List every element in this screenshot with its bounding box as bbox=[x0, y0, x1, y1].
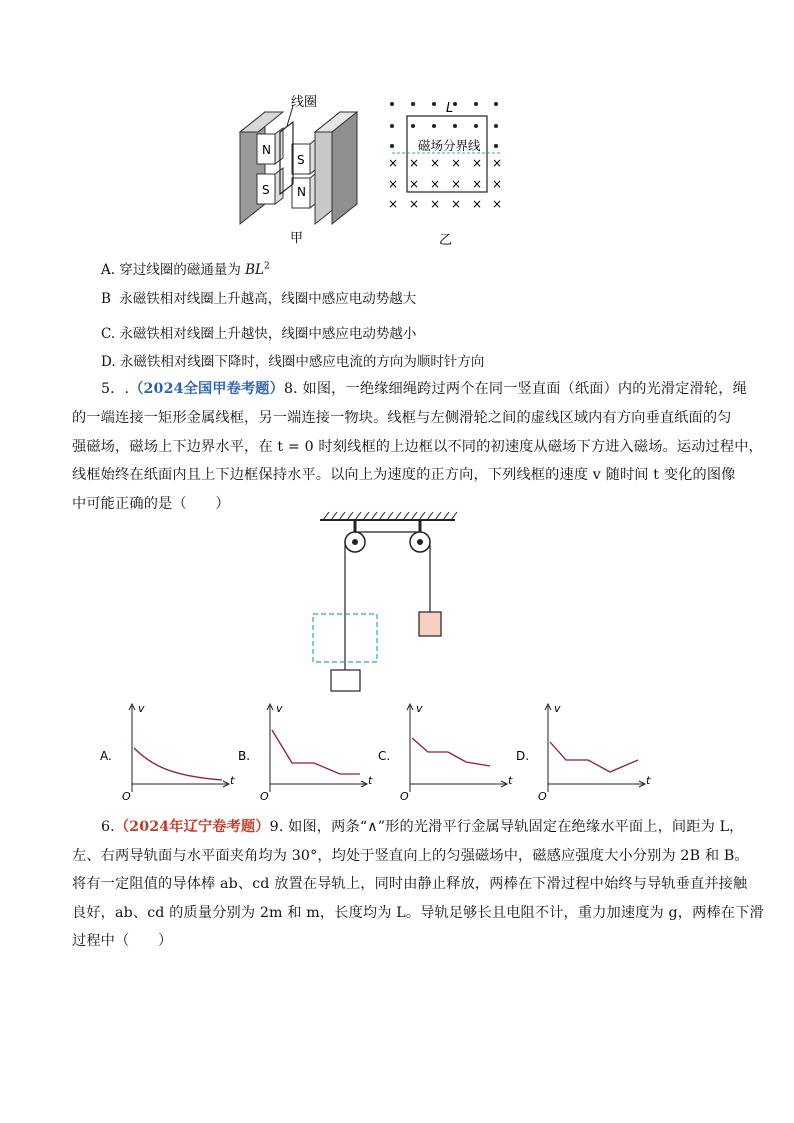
t-label: t bbox=[508, 774, 513, 787]
field-cross: × bbox=[388, 177, 399, 191]
field-cross: × bbox=[451, 156, 462, 170]
field-cross: × bbox=[409, 197, 420, 211]
hatch-line bbox=[395, 512, 401, 520]
vt-curve bbox=[134, 748, 222, 780]
hatch-line bbox=[323, 512, 329, 520]
hatch-line bbox=[443, 512, 449, 520]
vt-graph-b[interactable] bbox=[238, 702, 373, 803]
field-dot bbox=[390, 102, 394, 106]
coil-label: 线圈 bbox=[291, 95, 318, 110]
field-dot bbox=[432, 124, 436, 128]
option-b-letter: B bbox=[101, 291, 111, 307]
vt-graph-d[interactable] bbox=[516, 702, 651, 803]
option-a-sup: 2 bbox=[264, 261, 270, 272]
hatch-line bbox=[371, 512, 377, 520]
vt-curve bbox=[550, 742, 638, 772]
hatch-line bbox=[451, 512, 457, 520]
field-dot bbox=[494, 102, 498, 106]
boundary-label: 磁场分界线 bbox=[418, 138, 481, 153]
pole-s-bottom: S bbox=[262, 183, 270, 197]
hatch-line bbox=[331, 512, 337, 520]
field-dot bbox=[474, 124, 478, 128]
field-cross: × bbox=[492, 197, 503, 211]
hatch-line bbox=[339, 512, 345, 520]
field-dot bbox=[453, 102, 457, 106]
origin-label: O bbox=[122, 790, 131, 803]
field-cross: × bbox=[430, 156, 441, 170]
hatch-line bbox=[411, 512, 417, 520]
field-in-crosses bbox=[388, 156, 502, 211]
t-label: t bbox=[230, 774, 235, 787]
origin-label: O bbox=[538, 790, 547, 803]
figure-jia bbox=[235, 92, 370, 244]
choice-label: D. bbox=[516, 749, 530, 763]
q5-line5: 中可能正确的是（ ） bbox=[72, 496, 230, 512]
q5-line4: 线框始终在纸面内且上下边框保持水平。以向上为速度的正方向，下列线框的速度 v 随时间 t 变化的图像 bbox=[72, 467, 736, 483]
q5-line1 bbox=[101, 378, 747, 398]
caption-jia: 甲 bbox=[290, 231, 304, 244]
q5-line2: 的一端连接一矩形金属线框，另一端连接一物块。线框与左侧滑轮之间的虚线区域内有方向垂直纸面的匀 bbox=[72, 410, 732, 426]
field-cross: × bbox=[472, 177, 483, 191]
v-label: v bbox=[554, 702, 561, 715]
field-cross: × bbox=[409, 177, 420, 191]
ceiling-hatch bbox=[323, 512, 457, 520]
hatch-line bbox=[403, 512, 409, 520]
L-label: L bbox=[446, 101, 454, 116]
v-label: v bbox=[416, 702, 423, 715]
field-cross: × bbox=[472, 197, 483, 211]
option-b[interactable] bbox=[101, 287, 416, 307]
vt-curve bbox=[272, 730, 360, 774]
field-cross: × bbox=[492, 177, 503, 191]
hatch-line bbox=[379, 512, 385, 520]
field-cross: × bbox=[409, 156, 420, 170]
option-a-text: A. 穿过线圈的磁通量为 bbox=[101, 262, 241, 278]
hatch-line bbox=[387, 512, 393, 520]
field-dot bbox=[474, 102, 478, 106]
q6-line3: 将有一定阻值的导体棒 ab、cd 放置在导轨上，同时由静止释放，两棒在下滑过程中始终与导轨垂直并接触 bbox=[72, 876, 748, 892]
vt-graph-a[interactable] bbox=[100, 702, 235, 803]
field-dot bbox=[494, 144, 498, 148]
origin-label: O bbox=[400, 790, 409, 803]
field-dot bbox=[390, 124, 394, 128]
option-c[interactable]: C. 永磁铁相对线圈上升越快，线圈中感应电动势越小 bbox=[101, 326, 417, 342]
choice-label: C. bbox=[378, 749, 391, 763]
q5-line1-text: 8. 如图，一绝缘细绳跨过两个在同一竖直面（纸面）内的光滑定滑轮，绳 bbox=[283, 381, 747, 397]
q6-line5: 过程中（ ） bbox=[72, 933, 173, 949]
t-label: t bbox=[646, 774, 651, 787]
hatch-line bbox=[363, 512, 369, 520]
choice-label: B. bbox=[238, 749, 251, 763]
field-cross: × bbox=[388, 156, 399, 170]
pole-n-right: N bbox=[297, 185, 306, 199]
hatch-line bbox=[427, 512, 433, 520]
q6-line1-text: 9. 如图，两条“∧”形的光滑平行金属导轨固定在绝缘水平面上，间距为 L， bbox=[269, 819, 744, 835]
q5-source: （2024全国甲卷考题） bbox=[129, 381, 284, 397]
field-cross: × bbox=[430, 177, 441, 191]
v-label: v bbox=[276, 702, 283, 715]
hatch-line bbox=[347, 512, 353, 520]
origin-label: O bbox=[260, 790, 269, 803]
t-label: t bbox=[368, 774, 373, 787]
field-cross: × bbox=[472, 156, 483, 170]
hatch-line bbox=[419, 512, 425, 520]
metal-frame bbox=[331, 670, 360, 691]
q5-line3: 强磁场，磁场上下边界水平，在 t = 0 时刻线框的上边框以不同的初速度从磁场下方进入磁场。运动过程中， bbox=[72, 439, 763, 455]
q6-line2: 左、右两导轨面与水平面夹角均为 30°，均处于竖直向上的匀强磁场中，磁感应强度大小分别为 2B 和 B。 bbox=[72, 848, 749, 864]
field-cross: × bbox=[430, 197, 441, 211]
v-label: v bbox=[138, 702, 145, 715]
caption-yi: 乙 bbox=[439, 233, 453, 246]
pole-s-right: S bbox=[297, 153, 305, 167]
choice-label: A. bbox=[100, 749, 112, 763]
option-d[interactable]: D. 永磁铁相对线圈下降时，线圈中感应电流的方向为顺时针方向 bbox=[101, 354, 485, 370]
vt-graphs bbox=[95, 700, 685, 810]
field-dot bbox=[453, 124, 457, 128]
vt-curve bbox=[412, 738, 490, 766]
field-dot bbox=[432, 102, 436, 106]
option-a[interactable] bbox=[101, 258, 270, 278]
vt-graph-c[interactable] bbox=[378, 702, 513, 803]
field-dot bbox=[411, 102, 415, 106]
field-cross: × bbox=[388, 197, 399, 211]
hatch-line bbox=[355, 512, 361, 520]
pole-n-top: N bbox=[262, 143, 271, 157]
field-dot bbox=[411, 124, 415, 128]
hatch-line bbox=[435, 512, 441, 520]
block bbox=[419, 612, 441, 636]
q5-prefix: 5．. bbox=[101, 381, 130, 397]
field-cross: × bbox=[451, 197, 462, 211]
q6-line4: 良好，ab、cd 的质量分别为 2m 和 m，长度均为 L。导轨足够长且电阻不计，重力加速度为 g，两棒在下滑 bbox=[72, 905, 764, 921]
field-cross: × bbox=[451, 177, 462, 191]
option-a-formula: BL bbox=[245, 262, 265, 278]
field-cross: × bbox=[492, 156, 503, 170]
figure-yi bbox=[382, 94, 506, 246]
option-b-text: 永磁铁相对线圈上升越高，线圈中感应电动势越大 bbox=[119, 291, 417, 307]
field-dot bbox=[494, 124, 498, 128]
q6-source: （2024年辽宁卷考题） bbox=[114, 819, 270, 835]
field-dot bbox=[390, 144, 394, 148]
q6-line1 bbox=[101, 816, 744, 836]
pulley-figure bbox=[305, 510, 465, 695]
q6-prefix: 6. bbox=[101, 819, 115, 835]
